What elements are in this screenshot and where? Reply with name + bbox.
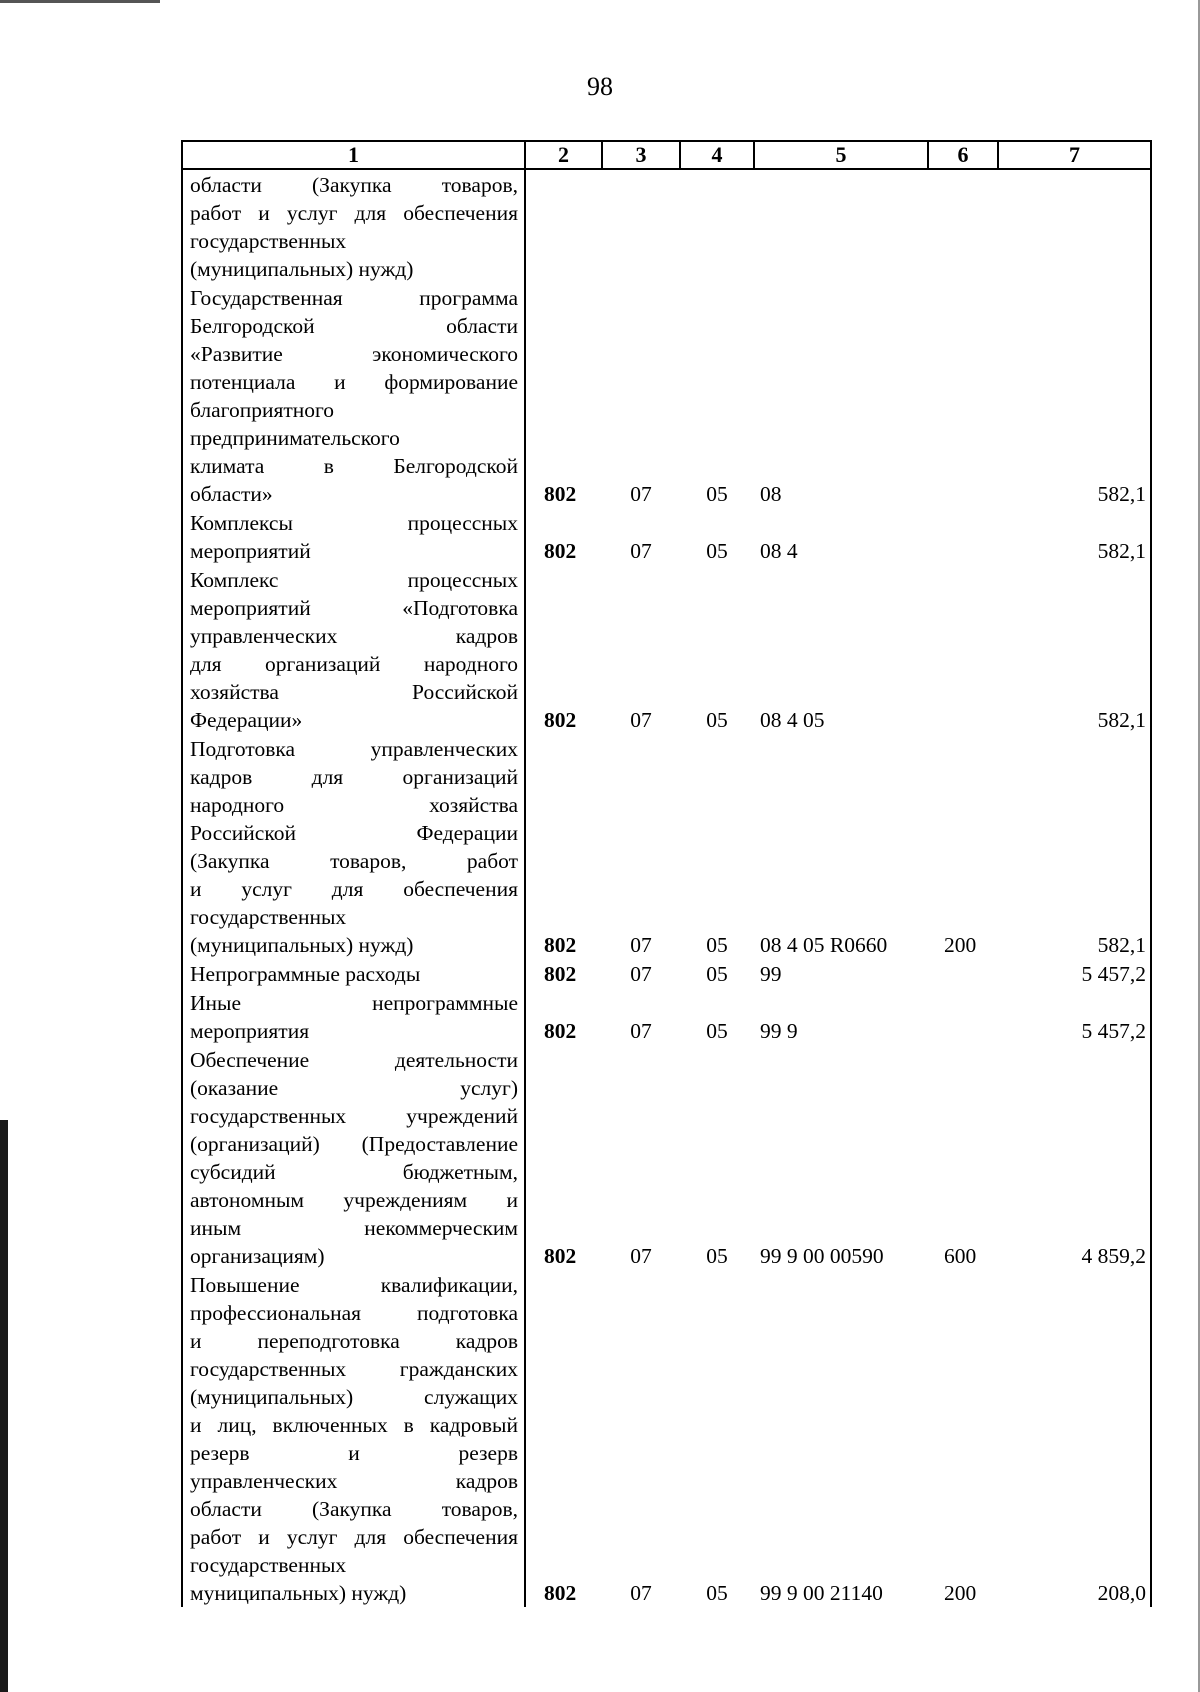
amount: 582,1 <box>1097 933 1146 957</box>
description-line: и лиц, включенных в кадровый <box>190 1413 518 1437</box>
description-line: потенциала и формирование <box>190 370 518 394</box>
description-line: работ и услуг для обеспечения <box>190 1525 518 1549</box>
description-line: Обеспечение деятельности <box>190 1048 518 1072</box>
table-header <box>182 141 1151 169</box>
target-article-code: 08 <box>760 482 782 506</box>
description-line: благоприятного <box>190 398 335 422</box>
expense-type-code <box>928 988 998 1045</box>
target-article-code: 08 4 <box>760 539 798 563</box>
table-row <box>182 959 1151 988</box>
description-line: Российской Федерации <box>190 821 518 845</box>
amount: 582,1 <box>1097 482 1146 506</box>
subsection-code <box>680 169 754 283</box>
description-line: Белгородской области <box>190 314 518 338</box>
admin-code: 802 <box>544 708 577 732</box>
amount: 208,0 <box>1097 1581 1146 1605</box>
subsection-code: 05 <box>706 539 728 563</box>
description-line: (муниципальных) нужд) <box>190 257 414 281</box>
admin-code: 802 <box>544 482 577 506</box>
subsection-code: 05 <box>706 708 728 732</box>
amount: 582,1 <box>1097 539 1146 563</box>
description-line: управленческих кадров <box>190 1469 518 1493</box>
row-description <box>182 1045 525 1270</box>
description-line: (оказание услуг) <box>190 1076 518 1100</box>
table-row <box>182 1270 1151 1607</box>
admin-code: 802 <box>544 1244 577 1268</box>
description-line: Государственная программа <box>190 286 518 310</box>
description-line: области (Закупка товаров, <box>190 173 518 197</box>
column-header-5: 5 <box>754 141 928 169</box>
description-line: и переподготовка кадров <box>190 1329 518 1353</box>
section-code: 07 <box>630 1019 652 1043</box>
section-code: 07 <box>630 1244 652 1268</box>
description-line: государственных <box>190 905 347 929</box>
table-row <box>182 508 1151 565</box>
header-row <box>182 141 1151 169</box>
scan-edge-left <box>0 1120 8 1692</box>
amount: 4 859,2 <box>1081 1244 1146 1268</box>
admin-code: 802 <box>544 539 577 563</box>
row-description <box>182 988 525 1045</box>
description-line: мероприятий «Подготовка <box>190 596 518 620</box>
column-header-6: 6 <box>928 141 998 169</box>
target-article-code: 08 4 05 R0660 <box>760 933 888 957</box>
description-line: предпринимательского <box>190 426 400 450</box>
subsection-code: 05 <box>706 1244 728 1268</box>
row-description <box>182 283 525 508</box>
row-description <box>182 959 525 988</box>
amount: 582,1 <box>1097 708 1146 732</box>
amount <box>998 169 1151 283</box>
section-code: 07 <box>630 482 652 506</box>
description-line: (организаций) (Предоставление <box>190 1132 518 1156</box>
section-code: 07 <box>630 933 652 957</box>
description-line: Федерации» <box>190 708 303 732</box>
description-line: (муниципальных) служащих <box>190 1385 518 1409</box>
expense-type-code <box>928 508 998 565</box>
table-row <box>182 988 1151 1045</box>
expense-type-code <box>928 959 998 988</box>
description-line: Комплексы процессных <box>190 511 518 535</box>
admin-code: 802 <box>544 1019 577 1043</box>
subsection-code: 05 <box>706 933 728 957</box>
description-line: Повышение квалификации, <box>190 1273 518 1297</box>
description-line: кадров для организаций <box>190 765 518 789</box>
expense-type-code: 600 <box>944 1244 977 1268</box>
target-article-code: 99 9 00 21140 <box>760 1581 883 1605</box>
section-code: 07 <box>630 1581 652 1605</box>
target-article-code <box>754 169 928 283</box>
table-row <box>182 734 1151 959</box>
description-line: муниципальных) нужд) <box>190 1581 407 1605</box>
description-line: мероприятия <box>190 1019 310 1043</box>
section-code <box>602 169 680 283</box>
description-line: мероприятий <box>190 539 311 563</box>
column-header-2: 2 <box>525 141 602 169</box>
column-header-1: 1 <box>182 141 525 169</box>
description-line: Иные непрограммные <box>190 991 518 1015</box>
section-code: 07 <box>630 962 652 986</box>
subsection-code: 05 <box>706 1019 728 1043</box>
subsection-code: 05 <box>706 962 728 986</box>
description-line: государственных <box>190 229 347 253</box>
admin-code: 802 <box>544 962 577 986</box>
description-line: (Закупка товаров, работ <box>190 849 518 873</box>
page-number: 98 <box>587 72 613 101</box>
row-description <box>182 169 525 283</box>
amount: 5 457,2 <box>1081 962 1146 986</box>
row-description <box>182 734 525 959</box>
description-line: государственных гражданских <box>190 1357 518 1381</box>
description-line: климата в Белгородской <box>190 454 518 478</box>
section-code: 07 <box>630 708 652 732</box>
expense-type-code <box>928 283 998 508</box>
description-line: (муниципальных) нужд) <box>190 933 414 957</box>
description-line: Комплекс процессных <box>190 568 518 592</box>
admin-code: 802 <box>544 933 577 957</box>
table-row <box>182 565 1151 734</box>
description-line: государственных учреждений <box>190 1104 518 1128</box>
row-description <box>182 508 525 565</box>
description-line: Подготовка управленческих <box>190 737 518 761</box>
subsection-code: 05 <box>706 1581 728 1605</box>
table-row <box>182 169 1151 283</box>
expense-type-code <box>928 169 998 283</box>
expense-type-code <box>928 565 998 734</box>
column-header-7: 7 <box>998 141 1151 169</box>
scan-edge-top <box>0 0 160 3</box>
row-description <box>182 1270 525 1607</box>
description-line: и услуг для обеспечения <box>190 877 518 901</box>
admin-code <box>525 169 602 283</box>
budget-table <box>181 140 1152 1607</box>
description-line: для организаций народного <box>190 652 518 676</box>
target-article-code: 08 4 05 <box>760 708 825 732</box>
description-line: области» <box>190 482 273 506</box>
table-body <box>182 169 1151 1607</box>
column-header-4: 4 <box>680 141 754 169</box>
expense-type-code: 200 <box>944 1581 977 1605</box>
description-line: народного хозяйства <box>190 793 518 817</box>
description-line: хозяйства Российской <box>190 680 518 704</box>
section-code: 07 <box>630 539 652 563</box>
description-line: государственных <box>190 1553 347 1577</box>
description-line: работ и услуг для обеспечения <box>190 201 518 225</box>
column-header-3: 3 <box>602 141 680 169</box>
description-line: «Развитие экономического <box>190 342 518 366</box>
amount: 5 457,2 <box>1081 1019 1146 1043</box>
description-line: автономным учреждениям и <box>190 1188 518 1212</box>
description-line: иным некоммерческим <box>190 1216 518 1240</box>
target-article-code: 99 9 00 00590 <box>760 1244 884 1268</box>
description-line: профессиональная подготовка <box>190 1301 518 1325</box>
description-line: субсидий бюджетным, <box>190 1160 518 1184</box>
description-line: резерв и резерв <box>190 1441 518 1465</box>
expense-type-code: 200 <box>944 933 977 957</box>
row-description <box>182 565 525 734</box>
description-line: области (Закупка товаров, <box>190 1497 518 1521</box>
subsection-code: 05 <box>706 482 728 506</box>
description-line: управленческих кадров <box>190 624 518 648</box>
description-line: Непрограммные расходы <box>190 962 421 986</box>
description-line: организациям) <box>190 1244 325 1268</box>
table-row <box>182 283 1151 508</box>
target-article-code: 99 9 <box>760 1019 798 1043</box>
target-article-code: 99 <box>760 962 782 986</box>
table-row <box>182 1045 1151 1270</box>
admin-code: 802 <box>544 1581 577 1605</box>
